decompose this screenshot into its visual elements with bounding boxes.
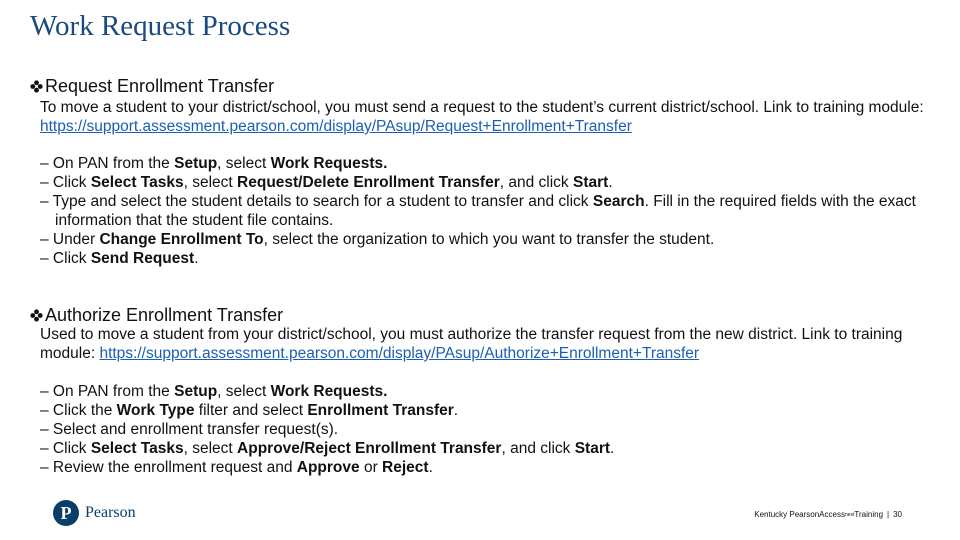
step-item [40,458,940,477]
step-text: , select [183,174,238,191]
page-number: 30 [893,510,902,519]
step-text: or [359,459,383,476]
step-bold-text: Work Type [116,402,195,419]
step-text: – Click [40,174,91,191]
step-item [40,382,940,401]
step-bold-text: Work Requests. [270,383,388,400]
step-item [40,173,940,192]
step-text: . [428,459,433,476]
step-item [40,192,940,230]
step-bold-text: Send Request [90,250,195,267]
step-text: , select [217,155,271,172]
step-bold-text: Change Enrollment To [99,231,264,248]
step-bold-text: Approve [296,459,360,476]
step-text: . [610,440,615,457]
diamond-bullet-icon [30,309,43,322]
section-heading-text: Request Enrollment Transfer [45,76,275,96]
step-text: , select [183,440,238,457]
step-text: – Select and enrollment transfer request(s). [40,421,339,438]
slide-footer [754,510,902,519]
footer-sup: next [844,511,855,518]
section-heading-text: Authorize Enrollment Transfer [45,305,284,325]
footer-separator: | [887,510,890,519]
section-intro-authorize [40,325,940,363]
intro-text: To move a student to your district/school, you must send a request to the student’s current district/school. Link to training module: [40,99,924,116]
intro-text: Used to move a student from your district/school, you must authorize the transfer request from the new district. Link to training module: [40,326,903,362]
step-bold-text: Enrollment Transfer [307,402,454,419]
step-text: . [194,250,199,267]
step-text: – Click [40,440,91,457]
pearson-logo [53,500,136,526]
step-bold-text: Reject [382,459,429,476]
step-text: , select [217,383,271,400]
step-text: . [453,402,459,419]
page-title: Work Request Process [30,10,291,42]
step-text: – On PAN from the [40,383,175,400]
step-text: – Click the [40,402,117,419]
section-heading-request [30,76,274,97]
step-item [40,249,940,268]
step-item [40,230,940,249]
step-item [40,420,940,439]
step-text: filter and select [194,402,308,419]
training-link-request[interactable]: https://support.assessment.pearson.com/display/PAsup/Request+Enrollment+Transfer [40,118,632,135]
step-text: , and click [499,174,573,191]
step-text: – Review the enrollment request and [40,459,297,476]
step-item [40,401,940,420]
step-bold-text: Select Tasks [90,440,184,457]
pearson-logo-text: Pearson [85,504,136,521]
step-text: – Type and select the student details to search for a student to transfer and click [40,193,593,210]
step-bold-text: Work Requests. [270,155,388,172]
steps-list-request [40,154,940,268]
section-intro-request [40,98,940,136]
step-bold-text: Select Tasks [90,174,184,191]
step-bold-text: Search [592,193,645,210]
footer-text: Kentucky PearsonAccess [754,510,845,519]
diamond-bullet-icon [30,80,43,93]
section-heading-authorize [30,305,283,326]
footer-suffix: Training [854,510,884,519]
step-bold-text: Start [572,174,609,191]
step-bold-text: Setup [174,383,218,400]
training-link-authorize[interactable]: https://support.assessment.pearson.com/display/PAsup/Authorize+Enrollment+Transfer [99,345,700,362]
step-item [40,439,940,458]
step-bold-text: Request/Delete Enrollment Transfer [237,174,500,191]
step-bold-text: Start [574,440,611,457]
steps-list-authorize [40,382,940,477]
step-text: – On PAN from the [40,155,175,172]
step-text: , select the organization to which you want to transfer the student. [263,231,715,248]
step-bold-text: Setup [174,155,218,172]
step-text: . [608,174,613,191]
pearson-logo-icon: P [53,500,79,526]
step-item [40,154,940,173]
step-text: , and click [501,440,575,457]
step-text: – Under [40,231,100,248]
step-text: – Click [40,250,91,267]
step-text: . Fill in the required fields with the exact information that the student file contains. [55,193,916,229]
step-bold-text: Approve/Reject Enrollment Transfer [237,440,502,457]
